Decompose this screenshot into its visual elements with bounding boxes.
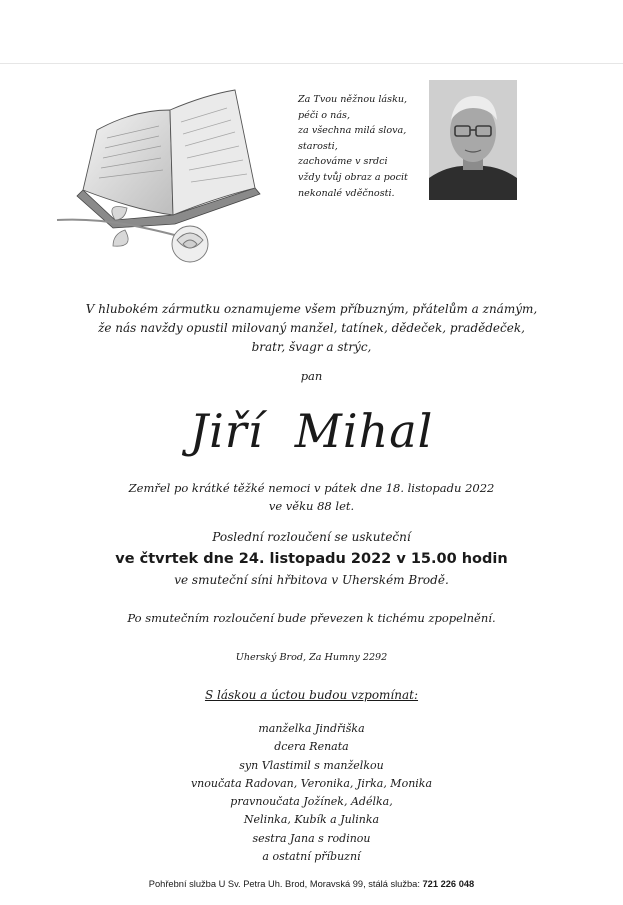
- deceased-name: Jiří Mihal: [189, 404, 434, 458]
- intro-line: V hlubokém zármutku oznamujeme všem příbuzným, přátelům a známým,: [85, 302, 538, 316]
- top-divider: [0, 63, 623, 64]
- farewell-heading: Poslední rozloučení se uskuteční: [212, 530, 411, 544]
- mourner-line: vnoučata Radovan, Veronika, Jirka, Monika: [190, 776, 433, 790]
- farewell-date-time: ve čtvrtek dne 24. listopadu 2022 v 15.00 hodin: [115, 551, 508, 567]
- memorial-poem: [298, 92, 433, 201]
- farewell-location: ve smuteční síni hřbitova v Uherském Brodě.: [174, 573, 449, 587]
- book-and-rose-illustration: [55, 70, 285, 280]
- family-address: Uherský Brod, Za Humny 2292: [235, 652, 388, 663]
- footer-text: Pohřební služba U Sv. Petra Uh. Brod, Moravská 99, stálá služba:: [148, 879, 423, 889]
- death-line: ve věku 88 let.: [268, 499, 355, 513]
- portrait-photo: [429, 80, 517, 200]
- poem-line: starosti,: [298, 140, 338, 152]
- remember-heading: S láskou a úctou budou vzpomínat:: [204, 688, 419, 702]
- poem-line: péči o nás,: [298, 109, 351, 121]
- mourner-line: pravnoučata Jožínek, Adélka,: [230, 795, 393, 809]
- mourner-line: Nelinka, Kubík a Julinka: [243, 813, 380, 827]
- mourner-line: syn Vlastimil s manželkou: [239, 758, 384, 772]
- mourner-line: manželka Jindřiška: [258, 722, 365, 735]
- mourners-list: [0, 720, 623, 866]
- cremation-note: Po smutečním rozloučení bude převezen k tichému zpopelnění.: [127, 611, 496, 625]
- death-info: [0, 479, 623, 515]
- title-word: pan: [300, 369, 323, 383]
- poem-line: za všechna milá slova,: [298, 125, 407, 137]
- funeral-service-footer: [0, 879, 623, 889]
- intro-line: že nás navždy opustil milovaný manžel, tatínek, dědeček, pradědeček,: [98, 321, 525, 335]
- poem-line: vždy tvůj obraz a pocit: [298, 171, 408, 183]
- death-line: Zemřel po krátké těžké nemoci v pátek dne 18. listopadu 2022: [128, 481, 495, 495]
- mourner-line: a ostatní příbuzní: [262, 850, 361, 864]
- intro-line: bratr, švagr a strýc,: [251, 340, 372, 354]
- mourner-line: sestra Jana s rodinou: [252, 831, 371, 845]
- poem-line: Za Tvou něžnou lásku,: [298, 94, 408, 105]
- mourner-line: dcera Renata: [274, 740, 349, 754]
- footer-phone: 721 226 048: [422, 879, 475, 889]
- announcement-intro: [0, 300, 623, 357]
- poem-line: zachováme v srdci: [298, 156, 388, 168]
- poem-line: nekonalé vděčnosti.: [298, 187, 395, 199]
